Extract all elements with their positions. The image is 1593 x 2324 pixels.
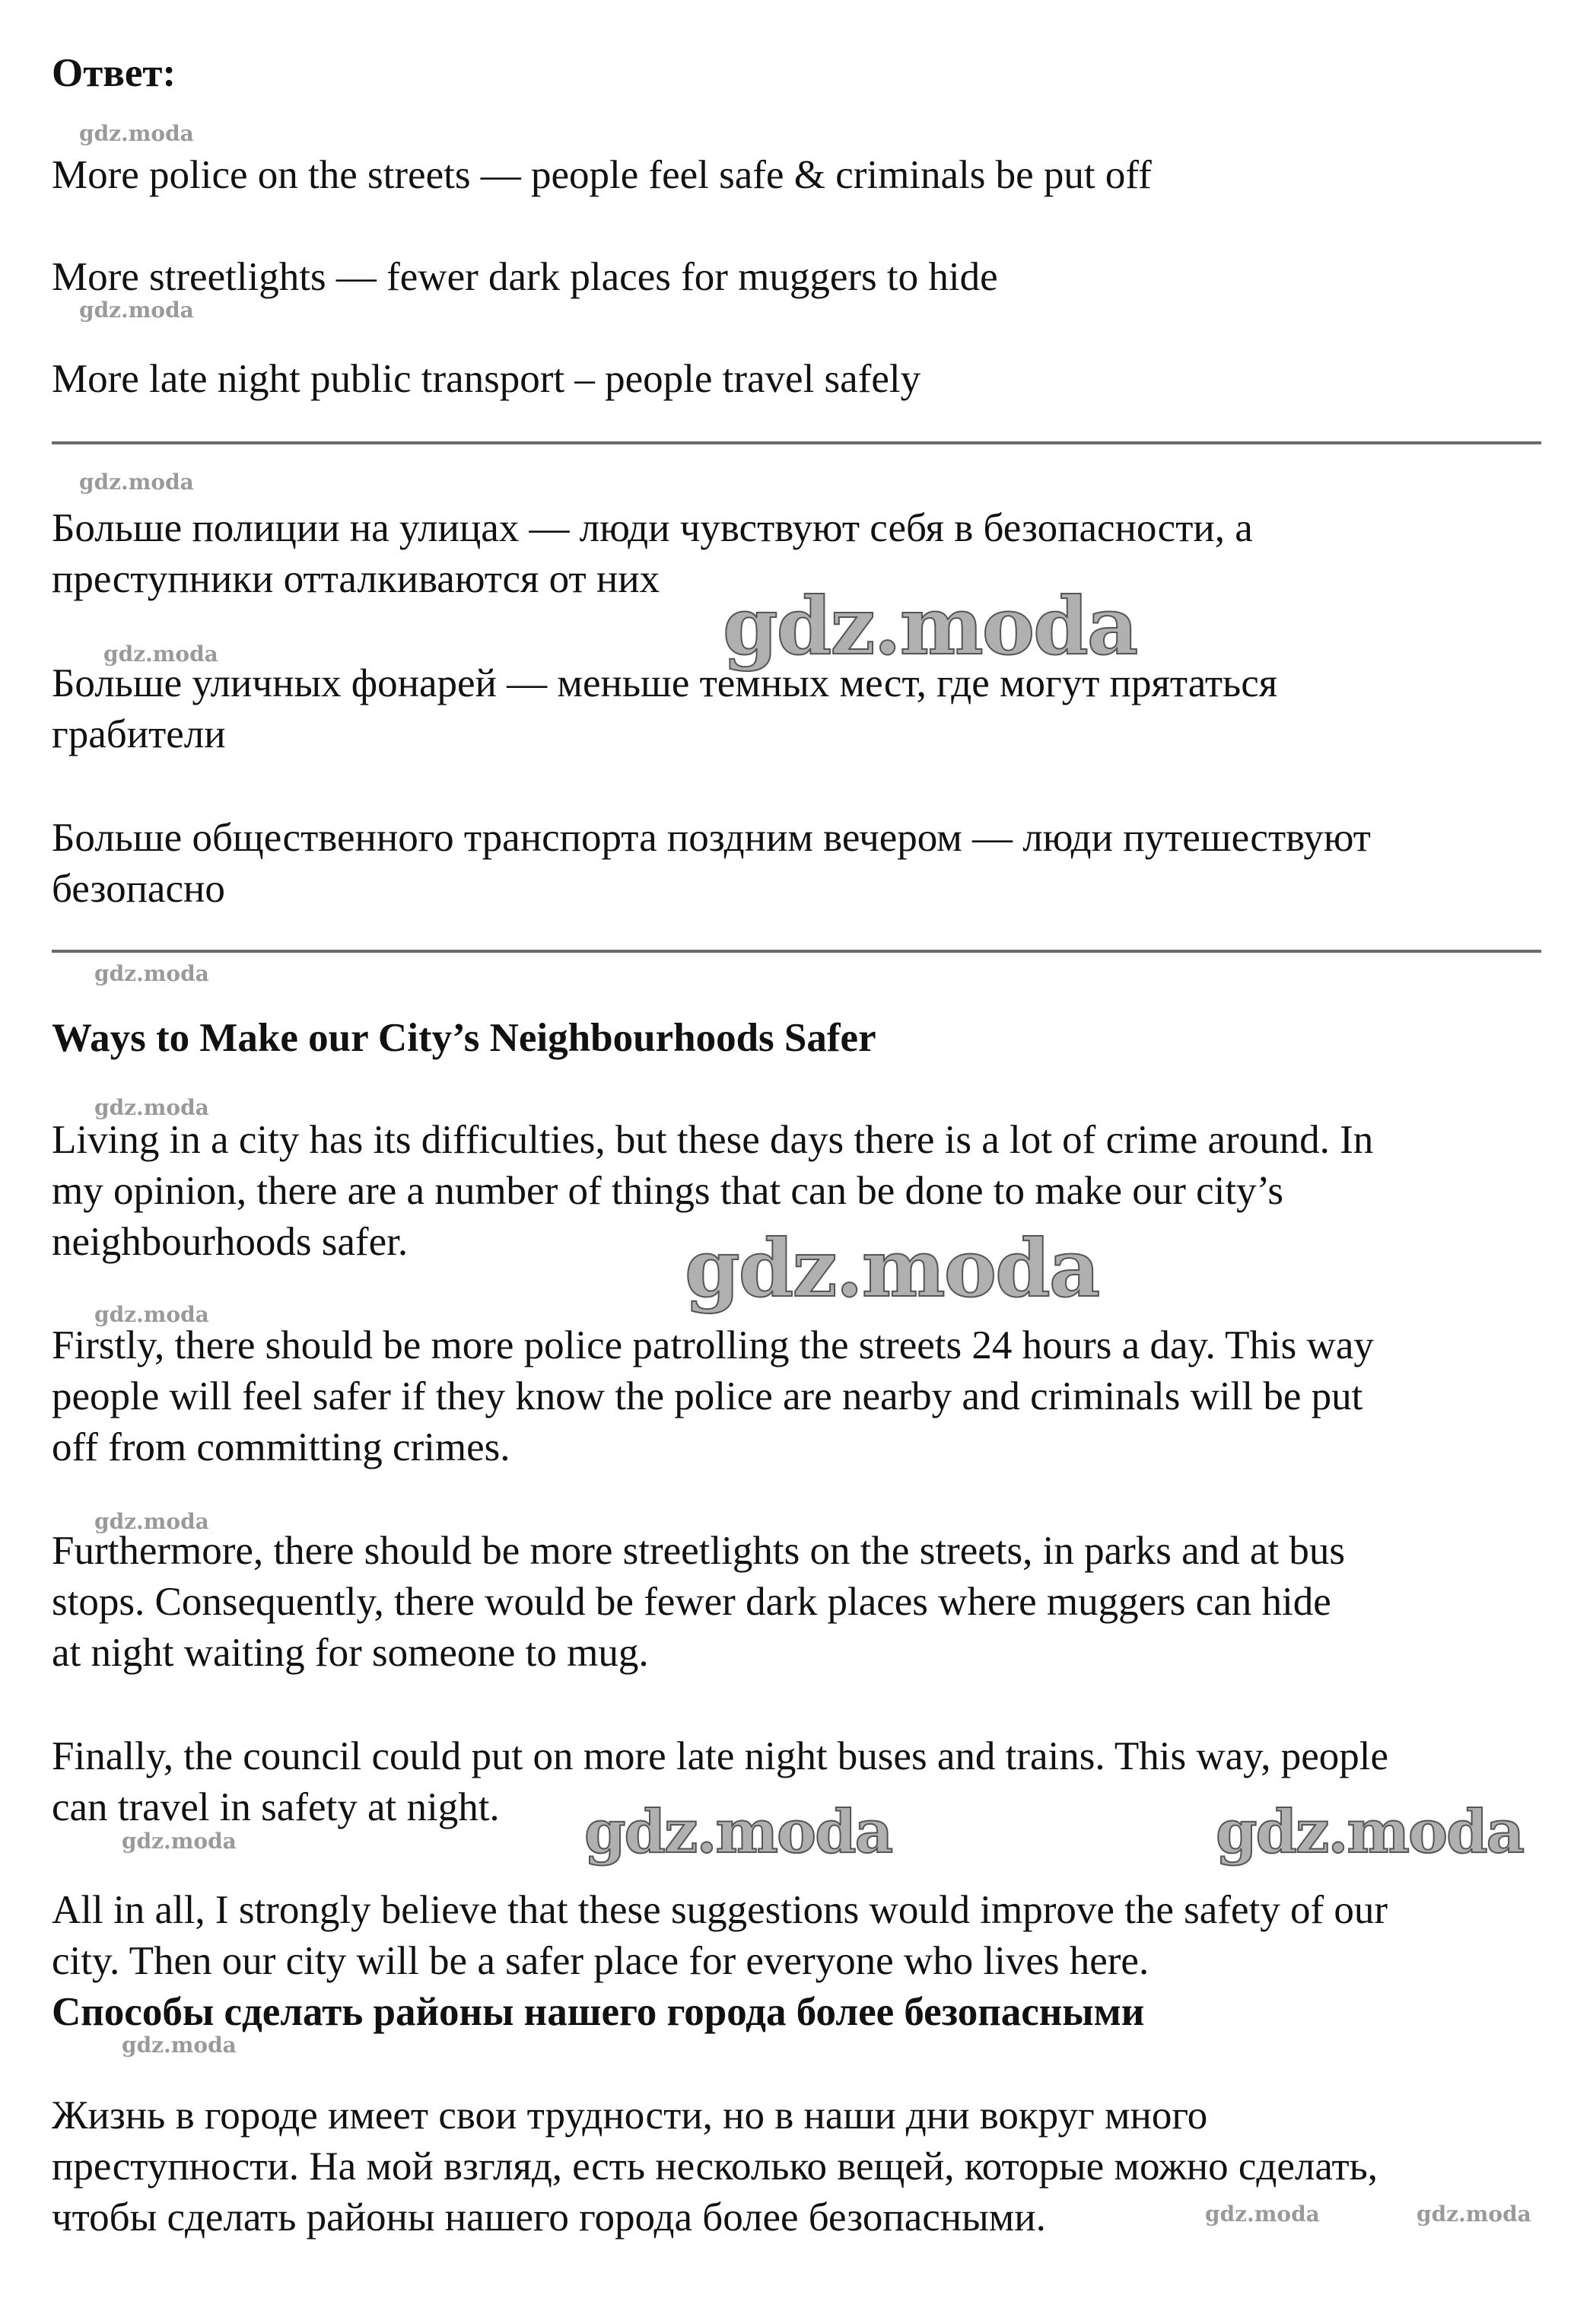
essay-en-line: Firstly, there should be more police patrolling the streets 24 hours a day. This way	[52, 1323, 1374, 1367]
watermark-large: gdz.moda	[1216, 1797, 1524, 1867]
watermark: gdz.moda	[1417, 2201, 1531, 2227]
essay-en-line: off from committing crimes.	[52, 1425, 510, 1469]
essay-en-title: Ways to Make our City’s Neighbourhoods Safer	[52, 1016, 876, 1060]
watermark: gdz.moda	[94, 1302, 209, 1327]
watermark: gdz.moda	[122, 2033, 237, 2058]
essay-en-line: can travel in safety at night.	[52, 1785, 500, 1829]
watermark-large: gdz.moda	[685, 1221, 1099, 1315]
essay-en-line: my opinion, there are a number of things that can be done to make our city’s	[52, 1169, 1283, 1213]
essay-en-line: Furthermore, there should be more streetlights on the streets, in parks and at bus	[52, 1529, 1346, 1573]
watermark: gdz.moda	[103, 641, 218, 667]
english-point: More late night public transport – people travel safely	[52, 357, 921, 401]
russian-point-line: безопасно	[52, 867, 225, 911]
essay-en-line: stops. Consequently, there would be fewer dark places where muggers can hide	[52, 1580, 1331, 1624]
watermark: gdz.moda	[122, 1829, 237, 1854]
watermark: gdz.moda	[94, 1509, 209, 1534]
essay-ru-line: Жизнь в городе имеет свои трудности, но в наши дни вокруг много	[52, 2093, 1208, 2138]
essay-en-line: All in all, I strongly believe that these suggestions would improve the safety of our	[52, 1888, 1388, 1932]
english-point: More streetlights — fewer dark places for muggers to hide	[52, 255, 998, 299]
essay-ru-line: преступности. На мой взгляд, есть несколько вещей, которые можно сделать,	[52, 2144, 1378, 2189]
essay-en-line: neighbourhoods safer.	[52, 1220, 409, 1264]
divider	[52, 441, 1541, 444]
essay-en-line: people will feel safer if they know the police are nearby and criminals will be put	[52, 1374, 1363, 1418]
watermark: gdz.moda	[79, 121, 194, 146]
watermark: gdz.moda	[79, 298, 194, 323]
essay-ru-line: чтобы сделать районы нашего города более безопасными.	[52, 2195, 1046, 2240]
russian-point-line: Больше общественного транспорта поздним вечером — люди путешествуют	[52, 816, 1371, 860]
watermark: gdz.moda	[79, 470, 194, 495]
answer-label: Ответ:	[52, 51, 176, 95]
divider	[52, 950, 1541, 953]
watermark: gdz.moda	[94, 961, 209, 986]
essay-en-line: Living in a city has its difficulties, but these days there is a lot of crime around. In	[52, 1118, 1374, 1162]
english-point: More police on the streets — people feel safe & criminals be put off	[52, 153, 1152, 197]
essay-en-line: Finally, the council could put on more late night buses and trains. This way, people	[52, 1734, 1388, 1778]
russian-point-line: Больше полиции на улицах — люди чувствуют себя в безопасности, а	[52, 506, 1253, 550]
russian-point-line: грабители	[52, 712, 226, 756]
essay-ru-title: Способы сделать районы нашего города более безопасными	[52, 1990, 1145, 2034]
watermark: gdz.moda	[94, 1095, 209, 1120]
essay-en-line: city. Then our city will be a safer place for everyone who lives here.	[52, 1939, 1149, 1983]
russian-point-line: преступники отталкиваются от них	[52, 557, 660, 601]
watermark: gdz.moda	[1205, 2201, 1320, 2227]
essay-en-line: at night waiting for someone to mug.	[52, 1631, 649, 1675]
watermark-large: gdz.moda	[584, 1797, 892, 1867]
russian-point-line: Больше уличных фонарей — меньше темных мест, где могут прятаться	[52, 661, 1278, 705]
watermark-large: gdz.moda	[723, 579, 1137, 673]
